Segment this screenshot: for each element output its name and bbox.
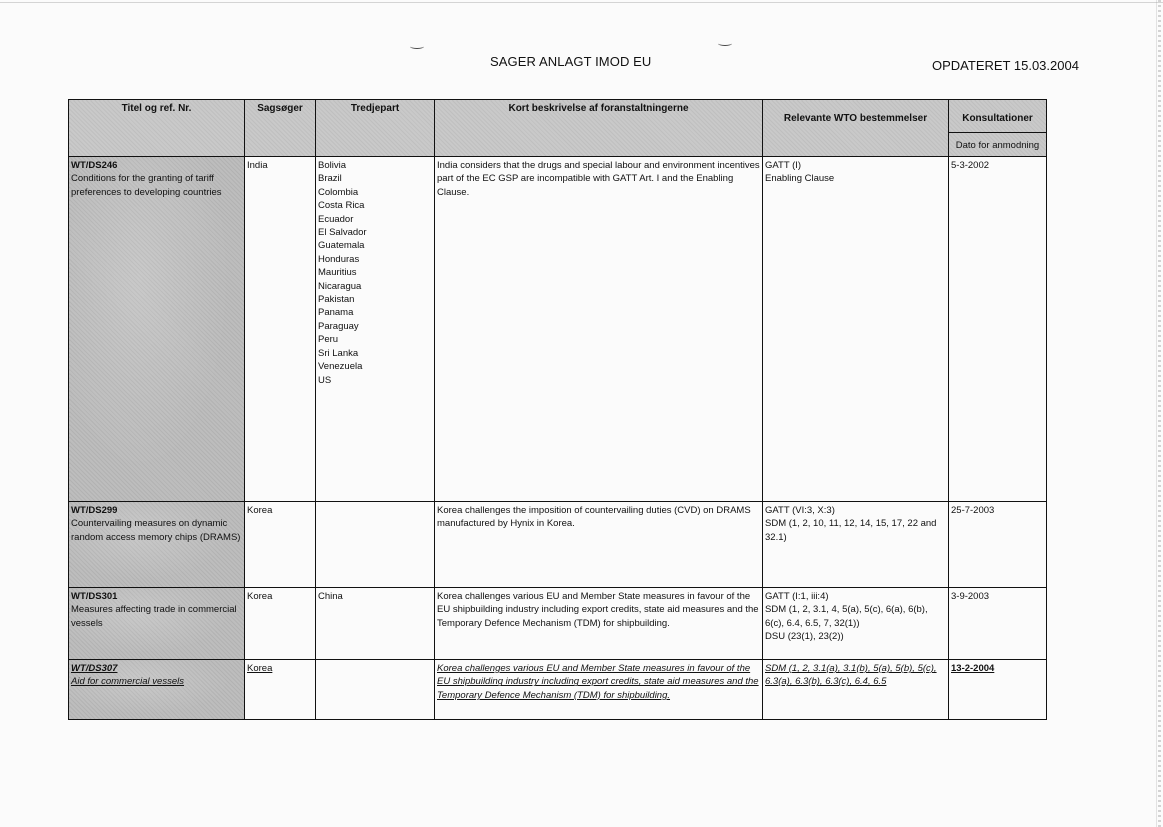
pen-mark bbox=[410, 44, 424, 49]
description-cell: Korea challenges the imposition of countervailing duties (CVD) on DRAMS manufactured by Hynix in Korea. bbox=[435, 502, 763, 588]
case-ref-cell bbox=[69, 502, 245, 588]
description-text: Korea challenges various EU and Member State measures in favour of the EU shipbuilding industry including export credits, state aid measures and the Temporary Defence Mechanism (TDM) for shipbuilding. bbox=[437, 663, 759, 701]
third-party-cell bbox=[316, 588, 435, 660]
description-cell: India considers that the drugs and special labour and environment incentives part of the EC GSP are incompatible with GATT Art. I and the Enabling Clause. bbox=[435, 157, 763, 502]
third-party-item: Pakistan bbox=[318, 294, 355, 306]
case-ref: WT/DS301 bbox=[71, 591, 118, 602]
wto-line: SDM (1, 2, 10, 11, 12, 14, 15, 17, 22 and 32.1) bbox=[765, 518, 937, 543]
wto-line: GATT (I) bbox=[765, 160, 802, 171]
header-third-party: Tredjepart bbox=[316, 100, 435, 157]
wto-line: SDM (1, 2, 3.1(a), 3.1(b), 5(a), 5(b), 5(c), 6.3(a), 6.3(b), 6.3(c), 6.4, 6.5 bbox=[765, 663, 937, 688]
wto-cell bbox=[763, 660, 949, 720]
scan-edge-top bbox=[0, 2, 1163, 3]
update-date: OPDATERET 15.03.2004 bbox=[932, 58, 1079, 73]
description-cell: Korea challenges various EU and Member State measures in favour of the EU shipbuilding industry including export credits, state aid measures and the Temporary Defence Mechanism (TDM) for shipbuilding. bbox=[435, 588, 763, 660]
document-title: SAGER ANLAGT IMOD EU bbox=[490, 54, 652, 69]
third-party-item: El Salvador bbox=[318, 227, 367, 239]
header-complainant: Sagsøger bbox=[245, 100, 316, 157]
request-date-cell: 25-7-2003 bbox=[949, 502, 1047, 588]
complainant-text: Korea bbox=[247, 663, 273, 674]
request-date-text: 13-2-2004 bbox=[951, 663, 995, 674]
complainant-cell: Korea bbox=[245, 502, 316, 588]
header-title-ref: Titel og ref. Nr. bbox=[69, 100, 245, 157]
case-ref-cell bbox=[69, 157, 245, 502]
table-row bbox=[69, 588, 1047, 660]
third-party-item: Colombia bbox=[318, 186, 359, 198]
case-ref: WT/DS246 bbox=[71, 160, 118, 171]
case-title: Aid for commercial vessels bbox=[71, 676, 184, 688]
case-ref: WT/DS299 bbox=[71, 505, 118, 516]
third-party-item: Nicaragua bbox=[318, 280, 362, 292]
case-title: Conditions for the granting of tariff preferences to developing countries bbox=[71, 173, 222, 198]
request-date-cell: 3-9-2003 bbox=[949, 588, 1047, 660]
scan-edge-right-line bbox=[1156, 0, 1157, 827]
header-wto-provisions: Relevante WTO bestemmelser bbox=[763, 100, 949, 157]
case-ref: WT/DS307 bbox=[71, 663, 118, 674]
header-request-date: Dato for anmodning bbox=[955, 140, 1040, 151]
third-party-item: Bolivia bbox=[318, 160, 346, 171]
wto-line: DSU (23(1), 23(2)) bbox=[765, 631, 844, 643]
third-party-item: US bbox=[318, 374, 332, 386]
table-row bbox=[69, 157, 1047, 502]
third-party-item: Sri Lanka bbox=[318, 347, 359, 359]
case-title: Countervailing measures on dynamic random access memory chips (DRAMS) bbox=[71, 518, 241, 543]
third-party-item: Peru bbox=[318, 334, 339, 346]
third-party-item: Paraguay bbox=[318, 320, 359, 332]
third-party-item: China bbox=[318, 591, 343, 602]
third-party-cell bbox=[316, 157, 435, 502]
third-party-item: Ecuador bbox=[318, 213, 354, 225]
case-ref-cell bbox=[69, 588, 245, 660]
third-party-item: Mauritius bbox=[318, 267, 357, 279]
third-party-item: Guatemala bbox=[318, 240, 365, 252]
case-ref-cell bbox=[69, 660, 245, 720]
third-party-item: Honduras bbox=[318, 253, 360, 265]
header-consultations bbox=[949, 100, 1047, 157]
third-party-cell bbox=[316, 502, 435, 588]
scan-edge-right bbox=[1158, 0, 1161, 827]
case-title: Measures affecting trade in commercial vessels bbox=[71, 604, 237, 629]
wto-cell bbox=[763, 588, 949, 660]
wto-line: GATT (I:1, iii:4) bbox=[765, 591, 829, 602]
request-date-cell: 5-3-2002 bbox=[949, 157, 1047, 502]
table-row bbox=[69, 502, 1047, 588]
complainant-cell: Korea bbox=[245, 588, 316, 660]
description-cell bbox=[435, 660, 763, 720]
header-consultations-label: Konsultationer bbox=[949, 100, 1046, 133]
wto-line: SDM (1, 2, 3.1, 4, 5(a), 5(c), 6(a), 6(b), 6(c), 6.4, 6.5, 7, 32(1)) bbox=[765, 604, 928, 629]
wto-line: Enabling Clause bbox=[765, 173, 835, 185]
wto-cell bbox=[763, 157, 949, 502]
complainant-cell: India bbox=[245, 157, 316, 502]
header-description: Kort beskrivelse af foranstaltningerne bbox=[435, 100, 763, 157]
third-party-item: Brazil bbox=[318, 173, 342, 185]
third-party-cell bbox=[316, 660, 435, 720]
table-row bbox=[69, 660, 1047, 720]
third-party-item: Costa Rica bbox=[318, 200, 365, 212]
request-date-cell bbox=[949, 660, 1047, 720]
wto-cell bbox=[763, 502, 949, 588]
complainant-cell bbox=[245, 660, 316, 720]
pen-mark bbox=[718, 41, 732, 46]
third-party-item: Venezuela bbox=[318, 361, 363, 373]
wto-line: GATT (VI:3, X:3) bbox=[765, 505, 835, 516]
cases-table bbox=[68, 99, 1047, 720]
third-party-item: Panama bbox=[318, 307, 354, 319]
header-row bbox=[69, 100, 1047, 157]
